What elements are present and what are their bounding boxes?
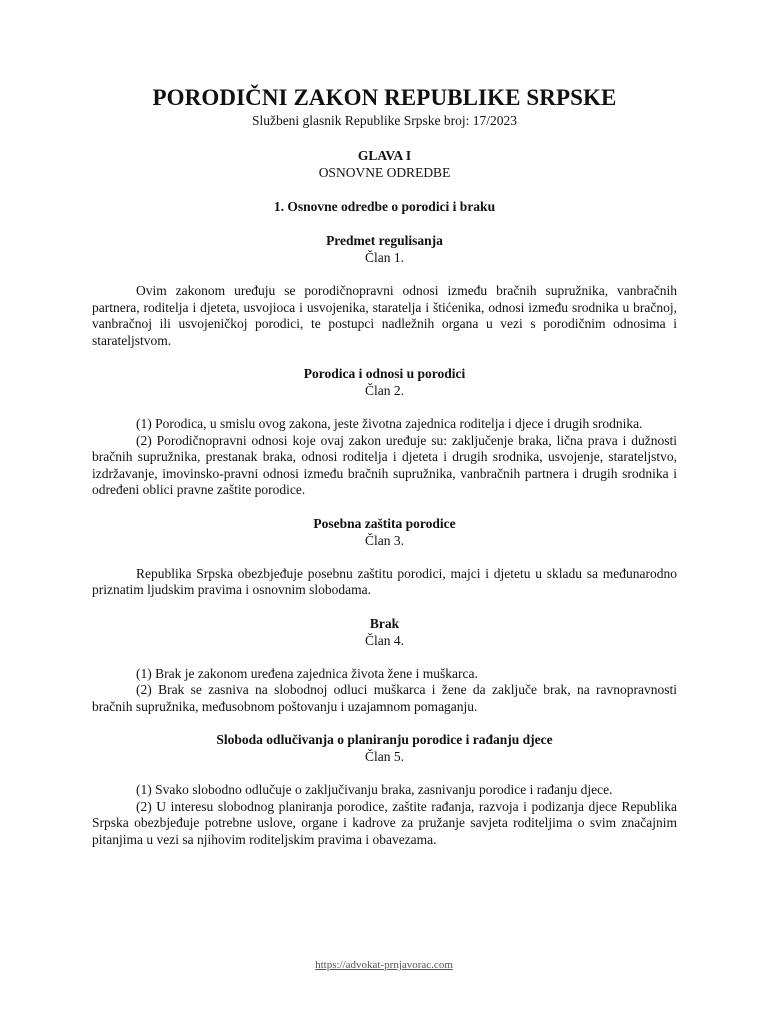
article-paragraph: Republika Srpska obezbjeđuje posebnu zaštitu porodici, majci i djetetu u skladu sa međunarodno priznatim ljudskim pravima i osnovnim slobodama. [92, 565, 677, 597]
article-title: Posebna zaštita porodice [313, 515, 456, 531]
document-page [92, 84, 677, 864]
footer-link[interactable]: https://advokat-prnjavorac.com [315, 959, 453, 971]
article-paragraph: (2) Brak se zasniva na slobodnoj odluci muškarca i žene da zaključe brak, na ravnopravnosti bračnih supružnika, međusobnom poštovanju i uzajamnom pomaganju. [92, 682, 677, 714]
article-number: Član 2. [365, 383, 404, 398]
article [92, 365, 677, 499]
document-title: PORODIČNI ZAKON REPUBLIKE SRPSKE [152, 85, 617, 110]
article-title: Porodica i odnosi u porodici [303, 366, 466, 381]
article-number: Član 5. [365, 749, 404, 764]
article-body [92, 416, 677, 499]
article-body [92, 782, 677, 848]
article-paragraph: (2) U interesu slobodnog planiranja porodice, zaštite rađanja, razvoja i podizanja djece Republika Srpska obezbjeđuje potrebne uslove, organe i kadrove za pružanje savjeta roditeljima o svim značajnim pitanjima u vezi sa njihovim roditeljskim pravima i obavezama. [92, 798, 677, 847]
article-title: Predmet regulisanja [326, 233, 443, 248]
article-title: Brak [369, 615, 400, 631]
article [92, 232, 677, 349]
article [92, 731, 677, 848]
article [92, 515, 677, 599]
article-number: Član 3. [365, 532, 404, 548]
article-title: Sloboda odlučivanja o planiranju porodice i rađanju djece [216, 732, 553, 747]
article-paragraph: (2) Porodičnopravni odnosi koje ovaj zakon uređuje su: zaključenje braka, lična prava i dužnosti bračnih supružnika, prestanak braka, odnosi roditelja i djeteta i drugih srodnika, usvojenje, starateljstvo, izdržavanje, imovinsko-pravni odnosi između bračnih supružnika, vanbračnih partnera i drugih srodnika i određeni oblici pravne zaštite porodice. [92, 432, 677, 497]
article-paragraph: (1) Brak je zakonom uređena zajednica života žene i muškarca. [136, 665, 478, 681]
article [92, 615, 677, 716]
article-body [92, 283, 677, 349]
article-number: Član 1. [365, 250, 404, 265]
article-paragraph: (1) Svako slobodno odlučuje o zaključivanju braka, zasnivanju porodice i rađanju djece. [136, 782, 613, 797]
article-number: Član 4. [365, 632, 404, 648]
chapter-heading: GLAVA I [357, 148, 412, 163]
document-subtitle: Službeni glasnik Republike Srpske broj: 17/2023 [251, 113, 518, 128]
article-paragraph: (1) Porodica, u smislu ovog zakona, jeste životna zajednica roditelja i djece i drugih srodnika. [136, 416, 643, 431]
article-paragraph: Ovim zakonom uređuju se porodičnopravni odnosi između bračnih supružnika, vanbračnih partnera, roditelja i djeteta, usvojioca i usvojenika, staratelja i štićenika, odnosi između srodnika u bračnoj, vanbračnoj ili usvojeničkoj porodici, te postupci nadležnih organa u vezi s porodičnim odnosima i starateljstvom. [92, 283, 677, 348]
article-body [92, 566, 677, 599]
page-footer [0, 958, 768, 972]
chapter-name: OSNOVNE ODREDBE [318, 165, 451, 180]
article-body [92, 666, 677, 716]
section-heading: 1. Osnovne odredbe o porodici i braku [273, 199, 496, 214]
